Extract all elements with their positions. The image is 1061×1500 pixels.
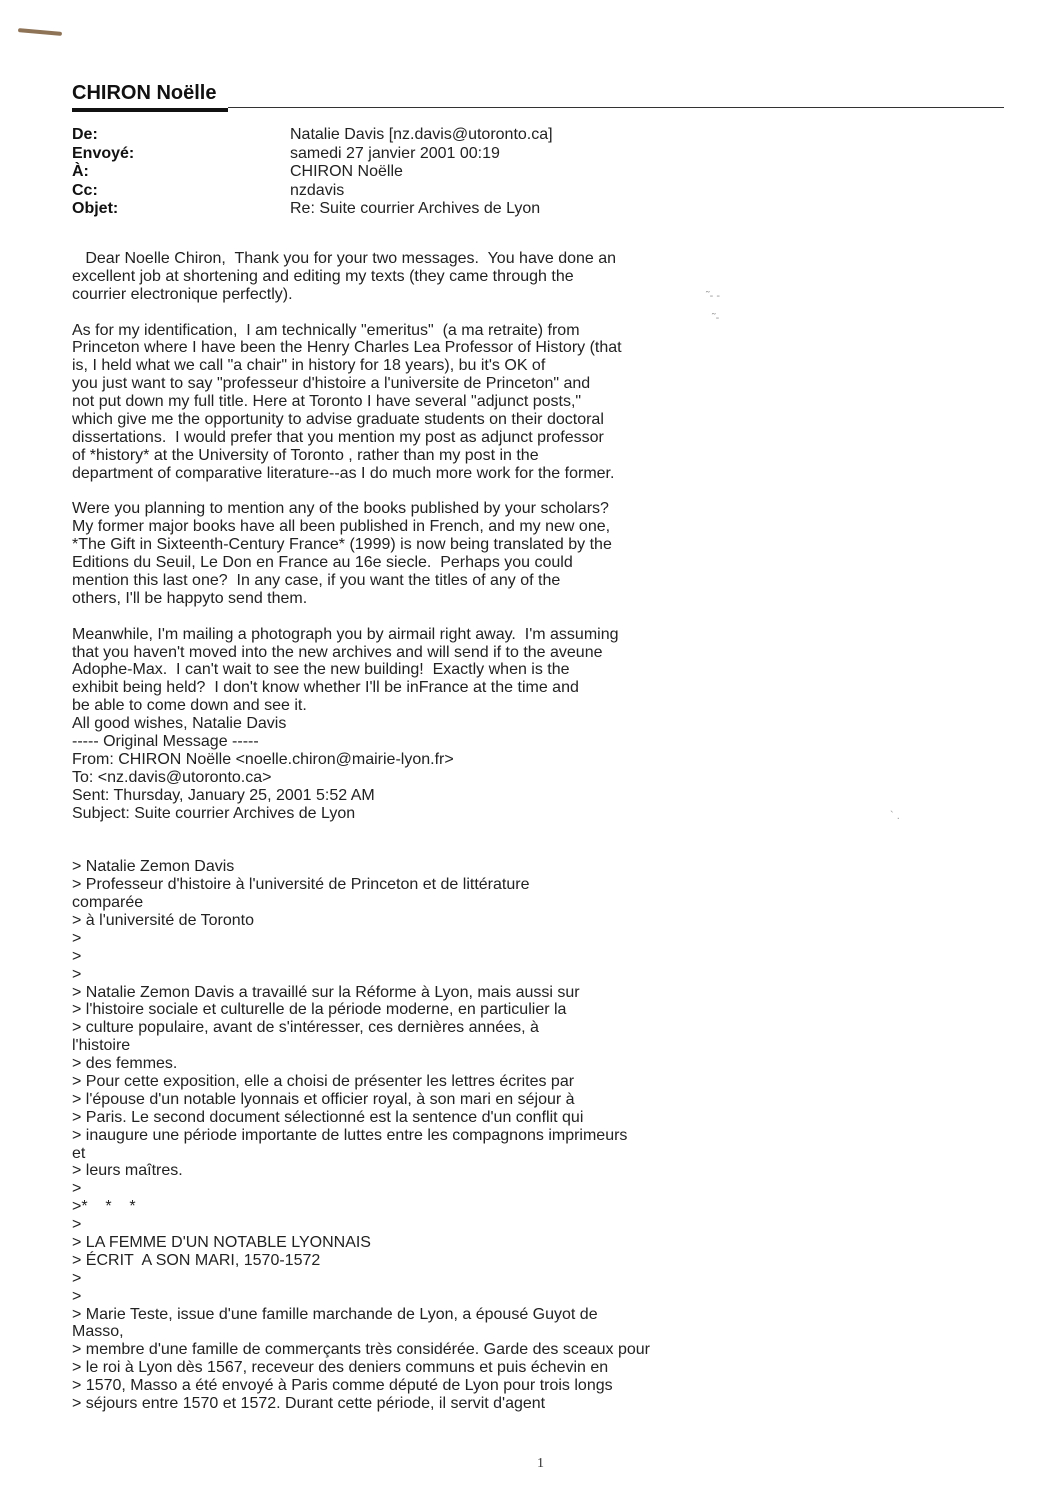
body-line: > inaugure une période importante de luttes entre les compagnons imprimeurs	[72, 1126, 628, 1144]
body-line: courrier electronique perfectly).	[72, 285, 293, 303]
sender-name: CHIRON Noëlle	[72, 82, 217, 104]
body-line: > à l'université de Toronto	[72, 911, 254, 929]
body-line: mention this last one? In any case, if you want the titles of any of the	[72, 572, 561, 590]
body-line: > l'histoire sociale et culturelle de la période moderne, en particulier la	[72, 1001, 567, 1019]
body-line: Dear Noelle Chiron, Thank you for your two messages. You have done an	[72, 250, 617, 267]
body-line: Sent: Thursday, January 25, 2001 5:52 AM	[72, 786, 375, 804]
body-line: dissertations. I would prefer that you mention my post as adjunct professor	[72, 428, 604, 446]
body-line	[72, 823, 772, 841]
body-line: > LA FEMME D'UN NOTABLE LYONNAIS	[72, 1233, 371, 1251]
body-line: > des femmes.	[72, 1055, 178, 1073]
body-line: >	[72, 1287, 82, 1305]
body-line: comparée	[72, 894, 144, 912]
body-line: To: <nz.davis@utoronto.ca>	[72, 768, 272, 786]
body-line: >	[72, 929, 82, 947]
body-line: > Professeur d'histoire à l'université de Princeton et de littérature	[72, 876, 530, 894]
header-value: samedi 27 janvier 2001 00:19	[290, 144, 500, 162]
body-line: exhibit being held? I don't know whether I'll be inFrance at the time and	[72, 679, 579, 697]
body-line: >	[72, 1216, 82, 1234]
body-line	[72, 483, 772, 501]
body-line: > Pour cette exposition, elle a choisi de présenter les lettres écrites par	[72, 1072, 575, 1090]
body-line: Masso,	[72, 1323, 124, 1341]
body-line: > Natalie Zemon Davis a travaillé sur la Réforme à Lyon, mais aussi sur	[72, 983, 580, 1001]
header-value: CHIRON Noëlle	[290, 163, 403, 180]
body-line: > leurs maîtres.	[72, 1162, 183, 1180]
body-line: you just want to say "professeur d'histoire a l'universite de Princeton" and	[72, 375, 591, 393]
header-row	[72, 163, 992, 182]
body-line	[72, 840, 772, 858]
email-header-fields	[72, 126, 992, 219]
header-row	[72, 126, 992, 145]
body-line: >	[72, 965, 82, 983]
scan-speck: ` .	[890, 810, 900, 822]
body-line: My former major books have all been published in French, and my new one,	[72, 518, 611, 536]
body-line: >* * *	[72, 1198, 136, 1216]
body-line: > séjours entre 1570 et 1572. Durant cette période, il servit d'agent	[72, 1395, 546, 1412]
body-line: et	[72, 1144, 86, 1162]
body-line: >	[72, 947, 82, 965]
header-value: Re: Suite courrier Archives de Lyon	[290, 200, 541, 217]
body-line: > Natalie Zemon Davis	[72, 858, 235, 876]
body-line: is, I held what we call "a chair" in history for 18 years), bu it's OK of	[72, 357, 546, 375]
body-line: Adophe-Max. I can't wait to see the new building! Exactly when is the	[72, 661, 570, 679]
body-line	[72, 304, 772, 322]
body-line: which give me the opportunity to advise graduate students on their doctoral	[72, 411, 604, 429]
body-line: l'histoire	[72, 1037, 131, 1055]
header-row	[72, 145, 992, 164]
body-line: department of comparative literature--as I do much more work for the former.	[72, 464, 615, 482]
header-label: Objet:	[72, 200, 119, 217]
body-line: Editions du Seuil, Le Don en France au 16e siecle. Perhaps you could	[72, 554, 573, 572]
header-value: nzdavis	[290, 181, 345, 199]
body-line: *The Gift in Sixteenth-Century France* (1999) is now being translated by the	[72, 536, 612, 554]
scan-speck: ˜- -	[706, 290, 721, 302]
body-line: > culture populaire, avant de s'intéresser, ces dernières années, à	[72, 1019, 539, 1037]
header-label: À:	[72, 163, 89, 180]
body-line: > l'épouse d'un notable lyonnais et officier royal, à son mari en séjour à	[72, 1090, 575, 1108]
body-line: Were you planning to mention any of the books published by your scholars?	[72, 500, 609, 518]
scan-speck: ˜-	[712, 312, 720, 324]
pen-mark	[18, 28, 62, 36]
body-line: Subject: Suite courrier Archives de Lyon	[72, 804, 356, 822]
header-rule-thin	[228, 107, 1004, 108]
email-body	[72, 250, 772, 1413]
body-line: that you haven't moved into the new archives and will send if to the aveune	[72, 643, 603, 661]
body-line: > ÉCRIT A SON MARI, 1570-1572	[72, 1251, 321, 1269]
body-line: >	[72, 1269, 82, 1287]
header-label: Cc:	[72, 181, 98, 199]
body-line: others, I'll be happyto send them.	[72, 589, 308, 607]
body-line: Meanwhile, I'm mailing a photograph you by airmail right away. I'm assuming	[72, 625, 619, 643]
body-line: not put down my full title. Here at Toronto I have several "adjunct posts,"	[72, 393, 582, 411]
body-line: > Marie Teste, issue d'une famille marchande de Lyon, a épousé Guyot de	[72, 1305, 598, 1323]
body-line: > le roi à Lyon dès 1567, receveur des deniers communs et puis échevin en	[72, 1359, 609, 1377]
body-line: All good wishes, Natalie Davis	[72, 715, 287, 733]
header-label: Envoyé:	[72, 144, 135, 162]
body-line: > membre d'une famille de commerçants très considérée. Garde des sceaux pour	[72, 1341, 650, 1359]
body-line: Princeton where I have been the Henry Charles Lea Professor of History (that	[72, 339, 622, 357]
body-line: > Paris. Le second document sélectionné est la sentence d'un conflit qui	[72, 1108, 584, 1126]
header-value: Natalie Davis [nz.davis@utoronto.ca]	[290, 126, 553, 143]
body-line: of *history* at the University of Toronto , rather than my post in the	[72, 446, 539, 464]
header-label: De:	[72, 126, 98, 143]
header-row	[72, 200, 992, 219]
body-line: From: CHIRON Noëlle <noelle.chiron@mairie-lyon.fr>	[72, 750, 454, 768]
page-number: 1	[537, 1456, 544, 1471]
body-line: ----- Original Message -----	[72, 733, 259, 751]
header-rule-thick	[72, 108, 228, 112]
body-line: >	[72, 1180, 82, 1198]
header-row	[72, 182, 992, 201]
body-line: As for my identification, I am technically "emeritus" (a ma retraite) from	[72, 321, 580, 339]
body-line	[72, 608, 772, 626]
body-line: excellent job at shortening and editing my texts (they came through the	[72, 267, 574, 285]
body-line: be able to come down and see it.	[72, 697, 307, 715]
body-line: > 1570, Masso a été envoyé à Paris comme député de Lyon pour trois longs	[72, 1377, 613, 1395]
